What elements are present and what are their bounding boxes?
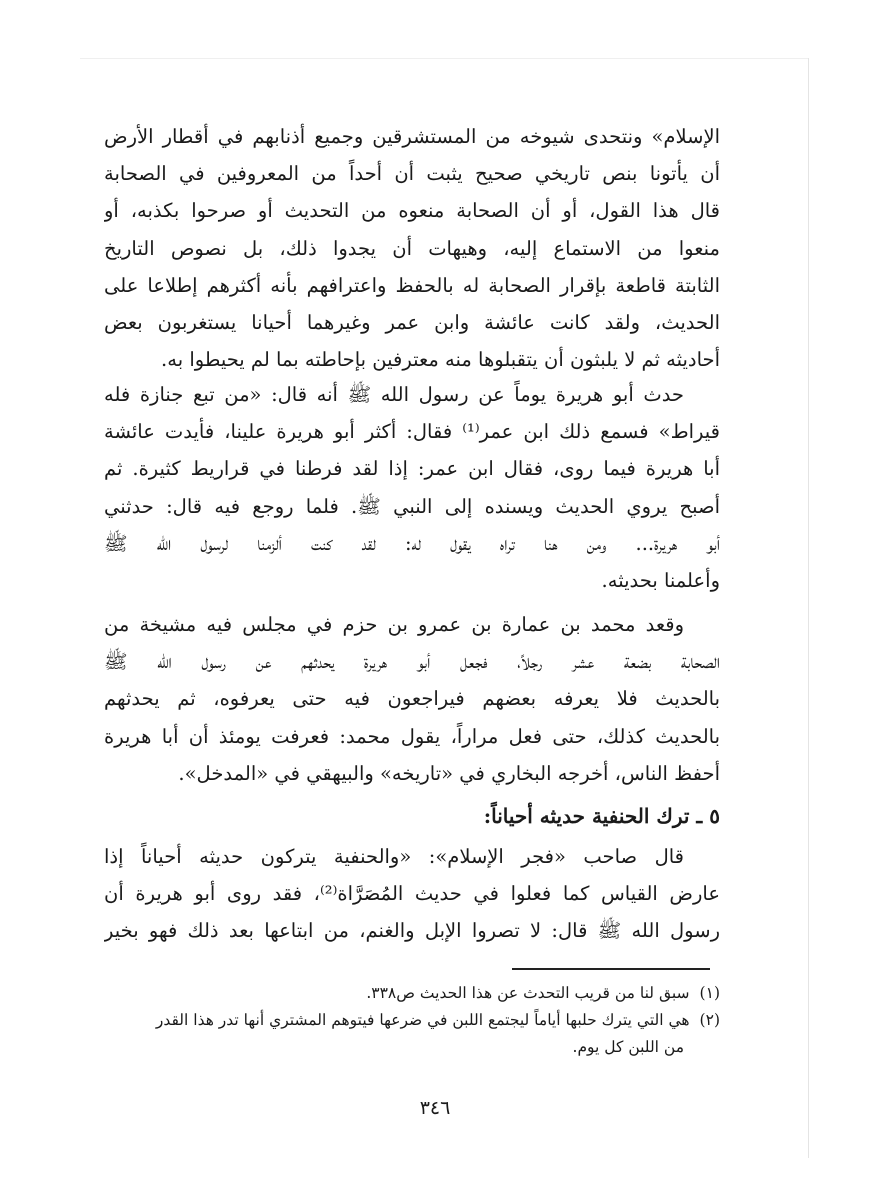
footnote-2-continuation: من اللبن كل يوم. [572,1038,684,1056]
text-line: وقعد محمد بن عمارة بن عمرو بن حزم في مجلس فيه مشيخة من [104,613,684,636]
paragraph-3 [104,606,720,792]
text-line: الحديث، ولقد كانت عائشة وابن عمر وغيرهما أحيانا يستغربون بعض [104,310,720,334]
text-line: منعوا من الاستماع إليه، وهيهات أن يجدوا ذلك، بل نصوص التاريخ [104,236,720,260]
footnote-number: (٢) [699,1011,720,1029]
text-line: قال هذا القول، أو أن الصحابة منعوه من التحديث أو صرحوا بكذبه، أو [104,199,720,223]
text-line: الإسلام» ونتحدى شيوخه من المستشرقين وجميع أذنابهم في أقطار الأرض [104,125,720,148]
text-line: أصبح يروي الحديث ويسنده إلى النبي ﷺ. فلما روجع فيه قال: حدثني [104,494,720,518]
footnote-text: سبق لنا من قريب التحدث عن هذا الحديث ص٣٣٨. [366,984,690,1002]
section-heading: ٥ ـ ترك الحنفية حديثه أحياناً: [483,804,720,828]
footnote-2 [104,1007,720,1034]
text-line: أحفظ الناس، أخرجه البخاري في «تاريخه» والبيهقي في «المدخل». [178,761,720,785]
text-line: رسول الله ﷺ قال: لا تصروا الإبل والغنم، من ابتاعها بعد ذلك فهو بخير [104,919,720,943]
page-edge-top [80,58,808,59]
text-line: أن يأتونا بنص تاريخي صحيح يثبت أن أحداً من المعروفين في الصحابة [104,162,720,186]
text-line: أحاديثه ثم لا يلبثون أن يتقبلوها منه معترفين بإحاطته بما لم يحيطوا به. [161,348,720,372]
text-line: وأعلمنا بحديثه. [601,568,720,592]
text-line: الصحابة بضعة عشر رجلاً، فجعل أبو هريرة يحدثهم عن رسول الله ﷺ [104,650,720,674]
footnotes [104,980,720,1061]
text-line: عارض القياس كما فعلوا في حديث المُصَرَّاة⁽²⁾، فقد روى أبو هريرة أن [104,882,720,906]
paragraph-1 [104,118,720,378]
footnote-1 [104,980,720,1007]
paragraph-4 [104,838,720,950]
page-edge-right [808,58,809,1158]
paragraph-2 [104,376,720,599]
text-line: بالحديث كذلك، حتى فعل مراراً، يقول محمد: فعرفت يومئذ أن أبا هريرة [104,724,720,748]
footnote-number: (١) [699,984,720,1002]
footnote-text: هي التي يترك حلبها أياماً ليجتمع اللبن في ضرعها فيتوهم المشتري أنها تدر هذا القدر [155,1011,690,1029]
text-line: أبا هريرة فيما روى، فقال ابن عمر: إذا لقد فرطنا في قراريط كثيرة. ثم [104,457,720,481]
text-line: بالحديث فلا يعرفه بعضهم فيراجعون فيه حتى يعرفوه، ثم يحدثهم [104,687,720,711]
text-line: قال صاحب «فجر الإسلام»: «والحنفية يتركون حديثه أحياناً إذا [104,845,684,868]
text-line: قيراط» فسمع ذلك ابن عمر⁽¹⁾ فقال: أكثر أبو هريرة علينا، فأيدت عائشة [104,420,720,444]
text-line: أبو هريرة... ومن هنا تراه يقول له: لقد كنت ألزمنا لرسول الله ﷺ [104,531,720,555]
text-line: حدث أبو هريرة يوماً عن رسول الله ﷺ أنه قال: «من تبع جنازة فله [104,383,684,406]
text-line: الثابتة قاطعة بإقرار الصحابة له بالحفظ واعترافهم بأنه أكثرهم إطلاعا على [104,273,720,297]
page-number: ٣٤٦ [419,1097,451,1119]
footnote-separator [512,968,710,970]
